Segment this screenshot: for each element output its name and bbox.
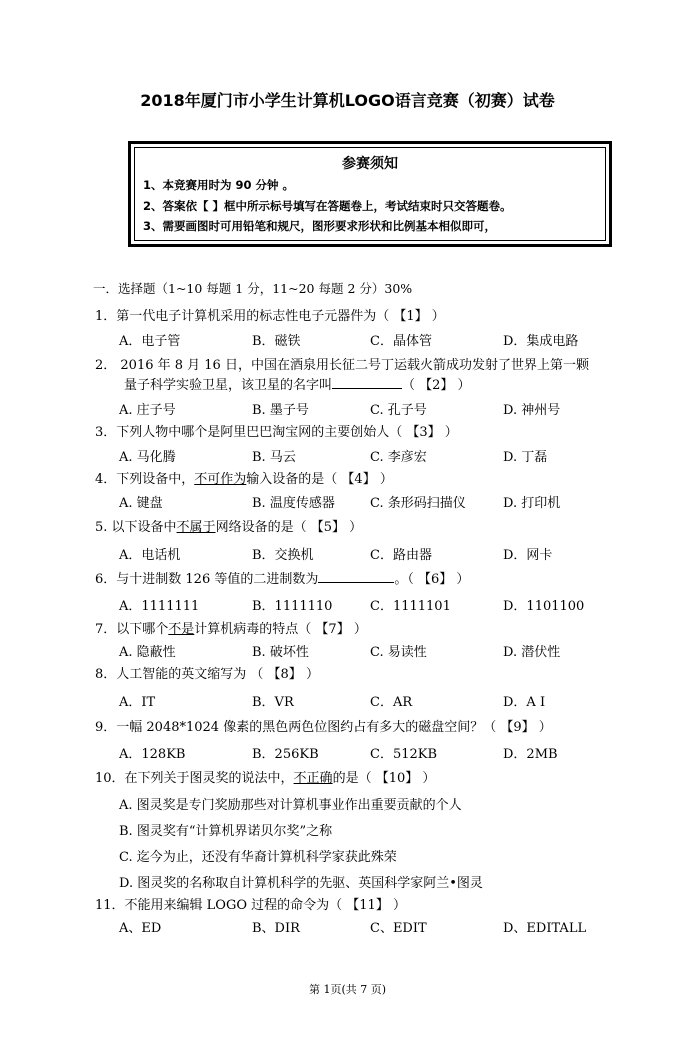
option-d: D．1101100 — [503, 599, 585, 614]
section-heading: 一．选择题（1~10 每题 1 分，11~20 每题 2 分）30% — [93, 281, 413, 296]
option-c: C、EDIT — [370, 921, 427, 936]
question-stem: 1．第一代电子计算机采用的标志性电子元器件为（ 【1】 ） — [95, 309, 445, 324]
stem-text: 4．下列设备中， — [95, 472, 195, 487]
stem-text: （ 【2】 ） — [402, 378, 471, 393]
option-b: B．1111110 — [252, 599, 333, 614]
option-a: A. 隐蔽性 — [119, 645, 176, 660]
option-a: A．电话机 — [119, 548, 181, 563]
option-b: B. 温度传感器 — [252, 496, 335, 511]
option-c: C. 易读性 — [370, 645, 427, 660]
option-c: C．路由器 — [370, 548, 432, 563]
answer-blank — [332, 376, 402, 389]
option-a: A. 马化腾 — [119, 450, 176, 465]
option-a: A. 庄子号 — [119, 403, 176, 418]
question-stem — [95, 767, 435, 786]
option-b: B. 图灵奖有“计算机界诺贝尔奖”之称 — [119, 824, 333, 839]
option-b: B．交换机 — [252, 548, 314, 563]
question-stem: 11．不能用来编辑 LOGO 过程的命令为（ 【11】 ） — [95, 898, 406, 913]
option-c: C．512KB — [370, 747, 438, 762]
option-c: C. 条形码扫描仪 — [370, 496, 466, 511]
option-b: B. 墨子号 — [252, 403, 309, 418]
stem-text: 5. 以下设备中 — [95, 520, 177, 535]
option-a: A．IT — [119, 695, 156, 710]
notice-heading: 参赛须知 — [342, 156, 398, 172]
option-a: A．电子管 — [119, 334, 181, 349]
option-b: B. 马云 — [252, 450, 296, 465]
stem-emphasis: 不是 — [168, 622, 195, 637]
stem-emphasis: 不可作为 — [194, 472, 247, 487]
stem-text: 的是（ 【10】 ） — [332, 771, 436, 786]
option-d: D．网卡 — [503, 548, 553, 563]
option-a: A. 键盘 — [119, 496, 163, 511]
option-b: B．VR — [252, 695, 294, 710]
option-d: D. 丁磊 — [503, 450, 548, 465]
option-c: C. 李彦宏 — [370, 450, 427, 465]
stem-text: 10．在下列关于图灵奖的说法中， — [95, 771, 294, 786]
question-stem — [95, 516, 362, 535]
question-stem — [95, 618, 367, 637]
notice-item: 1、本竞赛用时为 90 分钟 。 — [143, 178, 295, 192]
option-d: D. 图灵奖的名称取自计算机科学的先驱、英国科学家阿兰•图灵 — [119, 876, 483, 891]
option-b: B．磁铁 — [252, 334, 301, 349]
stem-text: 6．与十进制数 126 等值的二进制数为 — [95, 572, 319, 587]
option-d: D．2MB — [503, 747, 558, 762]
option-c: C. 迄今为止，还没有华裔计算机科学家获此殊荣 — [119, 850, 397, 865]
stem-emphasis: 不正确 — [293, 771, 333, 786]
question-stem: 9．一幅 2048*1024 像素的黑色两色位图约占有多大的磁盘空间？（ 【9】 ） — [95, 720, 552, 735]
option-d: D. 打印机 — [503, 496, 561, 511]
question-stem: 3．下列人物中哪个是阿里巴巴淘宝网的主要创始人（ 【3】 ） — [95, 425, 458, 440]
option-b: B．256KB — [252, 747, 319, 762]
option-d: D．集成电路 — [503, 334, 579, 349]
option-a: A. 图灵奖是专门奖励那些对计算机事业作出重要贡献的个人 — [119, 798, 462, 813]
stem-text: 网络设备的是（ 【5】 ） — [215, 520, 363, 535]
option-c: C．晶体管 — [370, 334, 432, 349]
option-c: C. 孔子号 — [370, 403, 427, 418]
stem-text: 。（ 【6】 ） — [394, 572, 470, 587]
stem-text: 输入设备的是（ 【4】 ） — [246, 472, 393, 487]
question-stem: 2． 2016 年 8 月 16 日，中国在酒泉用长征二号丁运载火箭成功发射了世界上第一颗 — [95, 358, 589, 373]
question-stem-continued — [124, 374, 471, 393]
stem-text: 计算机病毒的特点（ 【7】 ） — [194, 622, 367, 637]
option-d: D．A I — [503, 695, 546, 710]
question-stem: 8．人工智能的英文缩写为 （ 【8】 ） — [95, 667, 319, 682]
notice-item: 2、答案依【 】框中所示标号填写在答题卷上，考试结束时只交答题卷。 — [143, 199, 512, 213]
stem-text: 7．以下哪个 — [95, 622, 169, 637]
notice-item: 3、需要画图时可用铅笔和规尺，图形要求形状和比例基本相似即可， — [143, 219, 496, 233]
option-a: A．128KB — [119, 747, 186, 762]
option-c: C．AR — [370, 695, 413, 710]
option-d: D. 神州号 — [503, 403, 561, 418]
stem-emphasis: 不属于 — [176, 520, 216, 535]
option-a: A、ED — [119, 921, 162, 936]
option-b: B、DIR — [252, 921, 300, 936]
option-d: D. 潜伏性 — [503, 645, 561, 660]
stem-text: 量子科学实验卫星，该卫星的名字叫 — [124, 378, 333, 393]
page-footer: 第 1页(共 7 页) — [308, 983, 387, 996]
option-d: D、EDITALL — [503, 921, 587, 936]
option-b: B. 破坏性 — [252, 645, 309, 660]
question-stem — [95, 568, 469, 587]
question-stem — [95, 468, 393, 487]
answer-blank — [318, 570, 394, 583]
page-title: 2018年厦门市小学生计算机LOGO语言竞赛（初赛）试卷 — [140, 91, 555, 110]
option-c: C．1111101 — [370, 599, 451, 614]
option-a: A．1111111 — [119, 599, 200, 614]
